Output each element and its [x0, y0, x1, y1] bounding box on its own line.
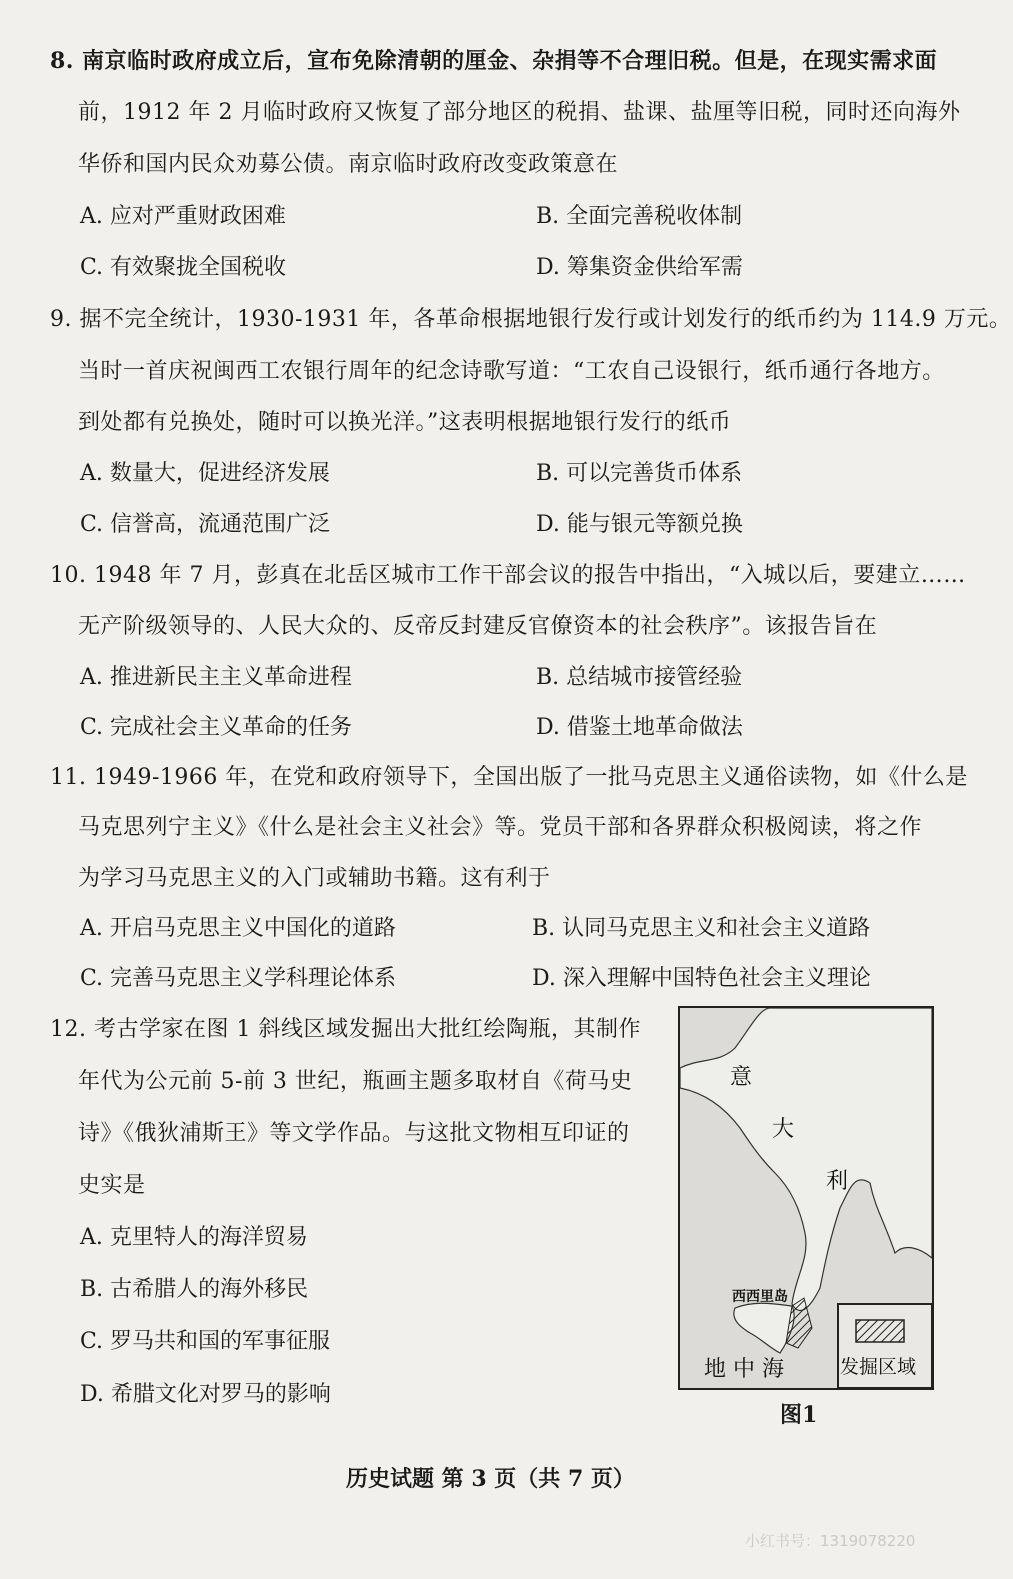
q8-option-c[interactable]: C. 有效聚拢全国税收	[80, 255, 287, 280]
figure-caption: 图1	[780, 1402, 818, 1428]
q12-line-4: 史实是	[78, 1173, 146, 1198]
q9-option-b[interactable]: B. 可以完善货币体系	[536, 461, 743, 486]
map-label-li: 利	[826, 1169, 849, 1194]
q11-option-c[interactable]: C. 完善马克思主义学科理论体系	[80, 966, 397, 991]
q10-option-c[interactable]: C. 完成社会主义革命的任务	[80, 715, 353, 740]
q9-line-1: 9. 据不完全统计，1930-1931 年，各革命根据地银行发行或计划发行的纸币约为 114.9 万元。	[50, 307, 1012, 332]
map-label-yi: 意	[730, 1065, 753, 1090]
legend-label: 发掘区域	[840, 1356, 917, 1378]
q9-option-d[interactable]: D. 能与银元等额兑换	[536, 512, 743, 537]
q11-option-a[interactable]: A. 开启马克思主义中国化的道路	[80, 916, 396, 941]
q12-option-a[interactable]: A. 克里特人的海洋贸易	[80, 1225, 308, 1250]
map-label-da: 大	[772, 1117, 795, 1142]
q10-option-b[interactable]: B. 总结城市接管经验	[536, 665, 743, 690]
q11-line-1: 11. 1949-1966 年，在党和政府领导下，全国出版了一批马克思主义通俗读物，如《什么是	[50, 765, 968, 790]
q8-line-1: 8. 南京临时政府成立后，宣布免除清朝的厘金、杂捐等不合理旧税。但是，在现实需求面	[50, 48, 938, 74]
q12-option-d[interactable]: D. 希腊文化对罗马的影响	[80, 1382, 331, 1407]
map-drawing	[680, 1008, 932, 1388]
q9-option-c[interactable]: C. 信誉高，流通范围广泛	[80, 512, 331, 537]
italy-map	[678, 1006, 934, 1390]
q12-option-c[interactable]: C. 罗马共和国的军事征服	[80, 1329, 331, 1354]
q10-line-2: 无产阶级领导的、人民大众的、反帝反封建反官僚资本的社会秩序”。该报告旨在	[78, 614, 878, 639]
q8-option-a[interactable]: A. 应对严重财政困难	[80, 204, 286, 229]
watermark: 小红书号：1319078220	[745, 1532, 916, 1550]
q11-line-3: 为学习马克思主义的入门或辅助书籍。这有利于	[78, 866, 551, 891]
q10-line-1: 10. 1948 年 7 月，彭真在北岳区城市工作干部会议的报告中指出，“入城以后，要建立……	[50, 563, 966, 588]
page-footer: 历史试题 第 3 页（共 7 页）	[346, 1466, 635, 1492]
q8-option-b[interactable]: B. 全面完善税收体制	[536, 204, 743, 229]
q11-line-2: 马克思列宁主义》《什么是社会主义社会》等。党员干部和各界群众积极阅读，将之作	[78, 815, 923, 840]
q8-line-2: 前，1912 年 2 月临时政府又恢复了部分地区的税捐、盐课、盐厘等旧税，同时还向海外	[78, 100, 961, 125]
q10-option-d[interactable]: D. 借鉴土地革命做法	[536, 715, 743, 740]
q9-line-3: 到处都有兑换处，随时可以换光洋。”这表明根据地银行发行的纸币	[78, 410, 732, 435]
legend-hatch-sample	[856, 1320, 904, 1342]
q10-option-a[interactable]: A. 推进新民主主义革命进程	[80, 665, 352, 690]
q9-line-2: 当时一首庆祝闽西工农银行周年的纪念诗歌写道：“工农自己设银行，纸币通行各地方。	[78, 359, 945, 384]
map-label-sea: 地 中 海	[704, 1357, 784, 1382]
q12-line-1: 12. 考古学家在图 1 斜线区域发掘出大批红绘陶瓶，其制作	[50, 1017, 641, 1042]
q12-option-b[interactable]: B. 古希腊人的海外移民	[80, 1277, 309, 1302]
q8-line-3: 华侨和国内民众劝募公债。南京临时政府改变政策意在	[78, 152, 619, 177]
q8-option-d[interactable]: D. 筹集资金供给军需	[536, 255, 743, 280]
q12-line-3: 诗》《俄狄浦斯王》等文学作品。与这批文物相互印证的	[78, 1121, 630, 1146]
q11-option-b[interactable]: B. 认同马克思主义和社会主义道路	[532, 916, 871, 941]
q11-option-d[interactable]: D. 深入理解中国特色社会主义理论	[532, 966, 871, 991]
q12-line-2: 年代为公元前 5-前 3 世纪，瓶画主题多取材自《荷马史	[78, 1069, 633, 1094]
q9-option-a[interactable]: A. 数量大，促进经济发展	[80, 461, 330, 486]
map-label-sicily: 西西里岛	[732, 1289, 788, 1305]
